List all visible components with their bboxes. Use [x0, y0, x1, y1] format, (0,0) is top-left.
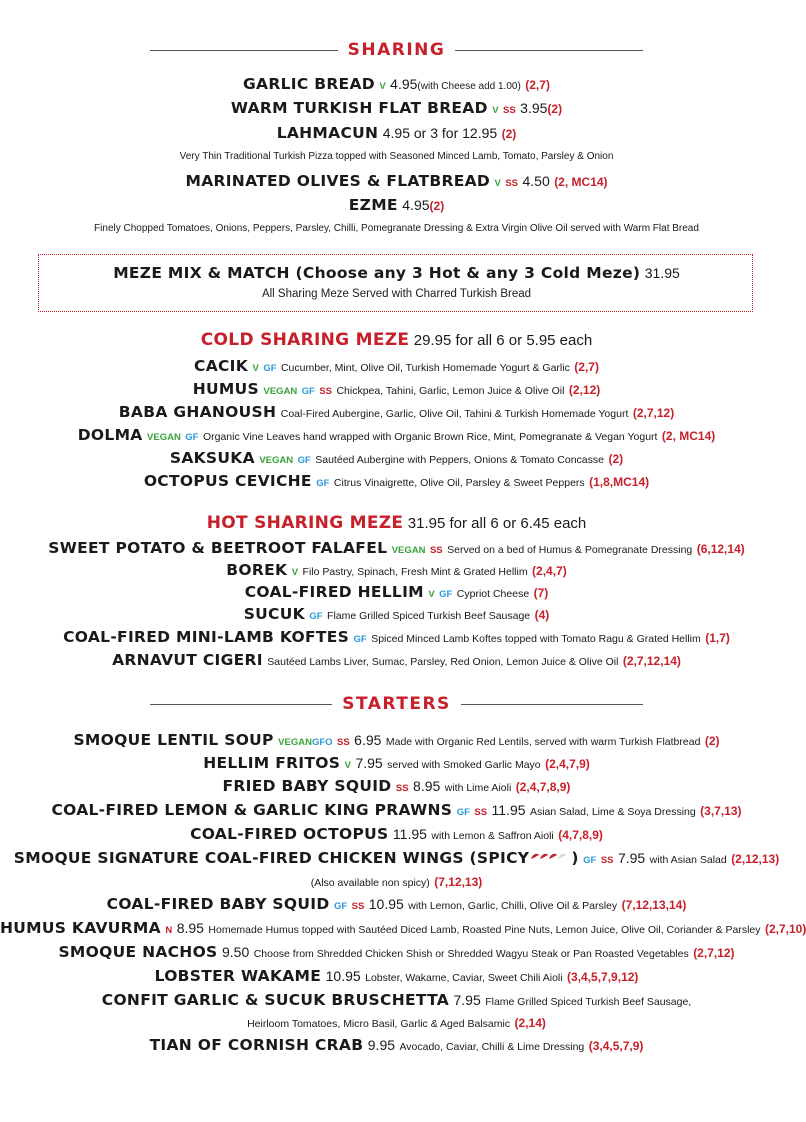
item-allergens: (7,12,13): [434, 875, 483, 889]
tag-ss: SS: [351, 901, 365, 912]
tag-ss: SS: [429, 545, 443, 556]
item-name: CONFIT GARLIC & SUCUK BRUSCHETTA: [101, 991, 450, 1009]
item-allergens: (2,7,12,14): [622, 654, 681, 668]
item-allergens: (7): [533, 586, 549, 600]
item-description: Cucumber, Mint, Olive Oil, Turkish Homemade Yogurt & Garlic: [280, 362, 570, 374]
item-name: DOLMA: [77, 426, 143, 444]
tag-ss: SS: [319, 386, 332, 397]
menu-item: [0, 472, 793, 491]
item-allergens: (2,7,12): [632, 406, 675, 420]
item-price: 7.95: [453, 992, 481, 1008]
item-name: COAL-FIRED OCTOPUS: [190, 825, 389, 843]
menu-item: [0, 605, 793, 624]
item-price: 10.95: [368, 896, 404, 912]
item-price: 9.50: [221, 944, 250, 960]
item-name: TIAN OF CORNISH CRAB: [149, 1036, 364, 1054]
divider: [150, 704, 332, 705]
item-allergens: (7,12,13,14): [621, 898, 687, 912]
item-description: Organic Vine Leaves hand wrapped with Organic Brown Rice, Mint, Pomegranate & Vegan Yogurt: [202, 431, 658, 443]
item-allergens: (1,8,MC14): [589, 475, 650, 489]
item-name: EZME: [348, 196, 398, 214]
tag-ss: SS: [600, 855, 614, 866]
cold-meze-heading: [0, 330, 793, 350]
item-description: Choose from Shredded Chicken Shish or Shredded Wagyu Steak or Pan Roasted Vegetables: [253, 948, 689, 960]
item-name: SWEET POTATO & BEETROOT FALAFEL: [48, 539, 388, 557]
tag-vegan: VEGAN: [278, 737, 312, 748]
hot-meze-heading: [0, 513, 793, 533]
tag-gf: GF: [185, 432, 199, 443]
item-allergens: (2): [547, 102, 563, 116]
item-price: 3.95: [520, 100, 548, 116]
item-allergens: (1,7): [705, 631, 730, 645]
item-allergens: (4,7,8,9): [558, 828, 603, 842]
item-name: FRIED BABY SQUID: [222, 777, 392, 795]
tag-vegan: VEGAN: [391, 545, 426, 556]
menu-item: [0, 801, 793, 820]
menu-item: [0, 825, 793, 844]
tag-v: V: [492, 105, 499, 116]
item-allergens: (2,12): [568, 383, 601, 397]
tag-ss: SS: [337, 737, 350, 748]
item-name: BOREK: [226, 561, 288, 579]
item-description: Sautéed Aubergine with Peppers, Onions & Tomato Concasse: [315, 454, 604, 466]
cold-meze-price: 29.95 for all 6 or 5.95 each: [413, 332, 593, 349]
item-allergens: (2,4,7,9): [545, 757, 590, 771]
divider: [150, 50, 338, 51]
menu-item: [0, 124, 793, 143]
item-name: ARNAVUT CIGERI: [112, 651, 263, 669]
menu-item: [0, 651, 793, 670]
menu-item-subline: [0, 873, 793, 891]
item-description: Coal-Fired Aubergine, Garlic, Olive Oil, Tahini & Turkish Homemade Yogurt: [280, 408, 629, 420]
tag-vegan: VEGAN: [259, 455, 294, 466]
menu-item: [0, 583, 793, 602]
item-allergens: (3,4,5,7,9): [588, 1039, 644, 1053]
item-description: served with Smoked Garlic Mayo: [387, 759, 541, 771]
hot-meze-title: HOT SHARING MEZE: [206, 513, 404, 533]
item-price: 7.95: [355, 755, 383, 771]
tag-gf: GF: [333, 901, 348, 912]
item-description: Sautéed Lambs Liver, Sumac, Parsley, Red Onion, Lemon Juice & Olive Oil: [267, 656, 619, 668]
item-allergens: (2,7,10): [764, 922, 806, 936]
item-price: 8.95: [413, 778, 441, 794]
item-price: 9.95: [367, 1037, 396, 1053]
item-allergens: (2): [501, 127, 517, 141]
item-name: MARINATED OLIVES & FLATBREAD: [185, 172, 491, 190]
item-name: COAL-FIRED HELLIM: [244, 583, 424, 601]
item-allergens: (2,4,7,8,9): [515, 780, 571, 794]
menu-item: [0, 943, 793, 962]
item-allergens: (2): [704, 734, 720, 748]
item-price: 11.95: [392, 826, 427, 842]
menu-item: [0, 1036, 793, 1055]
meze-mix-title-line: [0, 264, 793, 283]
tag-gf: GF: [456, 807, 470, 818]
item-description: Spiced Minced Lamb Koftes topped with Tomato Ragu & Grated Hellim: [371, 633, 701, 645]
item-allergens: (2,12,13): [731, 852, 780, 866]
item-price: 6.95: [354, 732, 382, 748]
cold-meze-title: COLD SHARING MEZE: [200, 330, 410, 350]
item-name: COAL-FIRED LEMON & GARLIC KING PRAWNS: [51, 801, 453, 819]
menu-item: [0, 967, 793, 986]
menu-item: [0, 754, 793, 773]
section-title: STARTERS: [342, 694, 451, 714]
item-name-end: ): [571, 849, 579, 867]
item-description: Flame Grilled Spiced Turkish Beef Sausage: [327, 610, 531, 622]
item-description: Citrus Vinaigrette, Olive Oil, Parsley & Sweet Peppers: [333, 477, 585, 489]
tag-gf: GF: [263, 363, 277, 374]
menu-item: [0, 449, 793, 468]
tag-n: N: [165, 925, 173, 936]
item-name: WARM TURKISH FLAT BREAD: [230, 99, 488, 117]
item-name: SUCUK: [243, 605, 305, 623]
tag-v: V: [428, 589, 435, 600]
item-price: 4.95: [390, 76, 418, 92]
menu-item: [0, 99, 793, 118]
menu-item: [0, 357, 793, 376]
item-price: 4.95: [402, 197, 430, 213]
item-description: Finely Chopped Tomatoes, Onions, Peppers, Parsley, Chilli, Pomegranate Dressing & Extra Virgin Olive Oil served with Warm Flat Bread: [94, 223, 699, 234]
tag-vegan: VEGAN: [263, 386, 298, 397]
item-price: 10.95: [325, 968, 361, 984]
tag-ss: SS: [505, 178, 519, 189]
meze-mix-price: 31.95: [644, 265, 680, 281]
menu-item: [0, 991, 793, 1010]
item-price: 8.95: [176, 920, 204, 936]
menu-item-subline: [0, 1014, 793, 1032]
menu-item: [0, 539, 793, 558]
item-description: with Lemon, Garlic, Chilli, Olive Oil & Parsley: [408, 900, 618, 912]
item-name: OCTOPUS CEVICHE: [143, 472, 312, 490]
item-description: Flame Grilled Spiced Turkish Beef Sausage,: [485, 996, 692, 1008]
item-name: LOBSTER WAKAME: [154, 967, 322, 985]
item-price: 7.95: [617, 850, 646, 866]
menu-item: [0, 849, 793, 868]
item-allergens: (2): [429, 199, 445, 213]
menu-item: [0, 628, 793, 647]
item-description: with Lemon & Saffron Aioli: [431, 830, 554, 842]
item-price: 11.95: [491, 802, 526, 818]
tag-v: V: [291, 567, 299, 578]
item-name: HUMUS KAVURMA: [0, 919, 161, 937]
menu-item: [0, 172, 793, 191]
item-name: BABA GHANOUSH: [118, 403, 277, 421]
menu-item: [0, 919, 806, 938]
item-allergens: (2,7): [525, 78, 550, 92]
item-name: COAL-FIRED MINI-LAMB KOFTES: [63, 628, 350, 646]
tag-gf: GF: [583, 855, 597, 866]
item-allergens: (3,4,5,7,9,12): [567, 970, 639, 984]
menu-item: [0, 561, 793, 580]
menu-item: [0, 380, 793, 399]
tag-gf: GF: [309, 611, 323, 622]
item-description: Very Thin Traditional Turkish Pizza topped with Seasoned Minced Lamb, Tomato, Parsley & Onion: [179, 151, 614, 162]
item-note: (with Cheese add 1.00): [417, 81, 521, 92]
item-allergens: (2,7,12): [693, 946, 735, 960]
item-name: CACIK: [194, 357, 249, 375]
item-description: Made with Organic Red Lentils, served with warm Turkish Flatbread: [385, 736, 701, 748]
item-name: SMOQUE SIGNATURE COAL-FIRED CHICKEN WINGS (SPICY: [13, 849, 530, 867]
item-description: with Lime Aioli: [444, 782, 512, 794]
section-title: SHARING: [347, 40, 446, 60]
item-allergens: (3,7,13): [700, 804, 742, 818]
item-allergens: (2, MC14): [554, 175, 608, 189]
item-description: Homemade Humus topped with Sautéed Diced Lamb, Roasted Pine Nuts, Lemon Juice, Olive Oil, Coriander & Parsley: [208, 924, 761, 936]
item-name: SMOQUE NACHOS: [58, 943, 218, 961]
tag-v: V: [252, 363, 259, 374]
item-price: 4.50: [522, 173, 550, 189]
item-description: Served on a bed of Humus & Pomegranate Dressing: [447, 544, 693, 556]
meze-mix-title: MEZE MIX & MATCH (Choose any 3 Hot & any 3 Cold Meze): [113, 264, 641, 282]
item-allergens: (2, MC14): [661, 429, 716, 443]
meze-mix-subtitle: All Sharing Meze Served with Charred Turkish Bread: [261, 288, 532, 300]
item-name: SAKSUKA: [169, 449, 255, 467]
item-allergens: (6,12,14): [696, 542, 745, 556]
item-name: SMOQUE LENTIL SOUP: [73, 731, 274, 749]
item-name: HUMUS: [192, 380, 259, 398]
menu-item: [0, 731, 793, 750]
tag-ss: SS: [503, 105, 516, 116]
tag-ss: SS: [474, 807, 488, 818]
item-price: 4.95 or 3 for 12.95: [382, 125, 498, 141]
menu-item: [0, 196, 793, 215]
tag-gf: GF: [353, 634, 367, 645]
item-name: COAL-FIRED BABY SQUID: [106, 895, 330, 913]
menu-item: [0, 75, 793, 94]
menu-item: [0, 403, 793, 422]
item-name: LAHMACUN: [276, 124, 379, 142]
divider: [461, 704, 643, 705]
item-allergens: (2,7): [574, 360, 599, 374]
meze-mix-box: [38, 254, 753, 312]
tag-v: V: [494, 178, 501, 189]
tag-ss: SS: [395, 783, 409, 794]
item-description: Filo Pastry, Spinach, Fresh Mint & Grated Hellim: [302, 566, 528, 578]
tag-v: V: [344, 760, 351, 771]
section-header-starters: [150, 694, 643, 714]
menu-item: [0, 777, 793, 796]
tag-v: V: [379, 81, 386, 92]
item-name: HELLIM FRITOS: [203, 754, 341, 772]
item-allergens: (4): [534, 608, 550, 622]
divider: [455, 50, 643, 51]
item-description: Asian Salad, Lime & Soya Dressing: [529, 806, 696, 818]
item-description: with Asian Salad: [649, 854, 727, 866]
tag-gf: GF: [301, 386, 315, 397]
menu-item: [0, 895, 793, 914]
item-description-continued: Heirloom Tomatoes, Micro Basil, Garlic & Aged Balsamic: [247, 1018, 511, 1030]
tag-gf: GF: [439, 589, 453, 600]
tag-gf: GF: [316, 478, 330, 489]
item-description: Chickpea, Tahini, Garlic, Lemon Juice & Olive Oil: [336, 385, 565, 397]
item-description: Cypriot Cheese: [456, 588, 530, 600]
menu-item: [0, 426, 793, 445]
tag-gfo: GFO: [311, 737, 333, 748]
hot-meze-price: 31.95 for all 6 or 6.45 each: [407, 515, 587, 532]
item-allergens: (2): [608, 452, 624, 466]
section-header-sharing: [150, 40, 643, 60]
tag-gf: GF: [297, 455, 311, 466]
item-allergens: (2,14): [514, 1016, 546, 1030]
item-name: GARLIC BREAD: [243, 75, 375, 93]
item-description: Avocado, Caviar, Chilli & Lime Dressing: [399, 1041, 585, 1053]
item-sub-description: (Also available non spicy): [310, 877, 430, 889]
item-description: Lobster, Wakame, Caviar, Sweet Chili Aioli: [365, 972, 563, 984]
tag-vegan: VEGAN: [147, 432, 181, 443]
item-allergens: (2,4,7): [532, 564, 567, 578]
chilli-pepper-icon: [530, 850, 570, 868]
